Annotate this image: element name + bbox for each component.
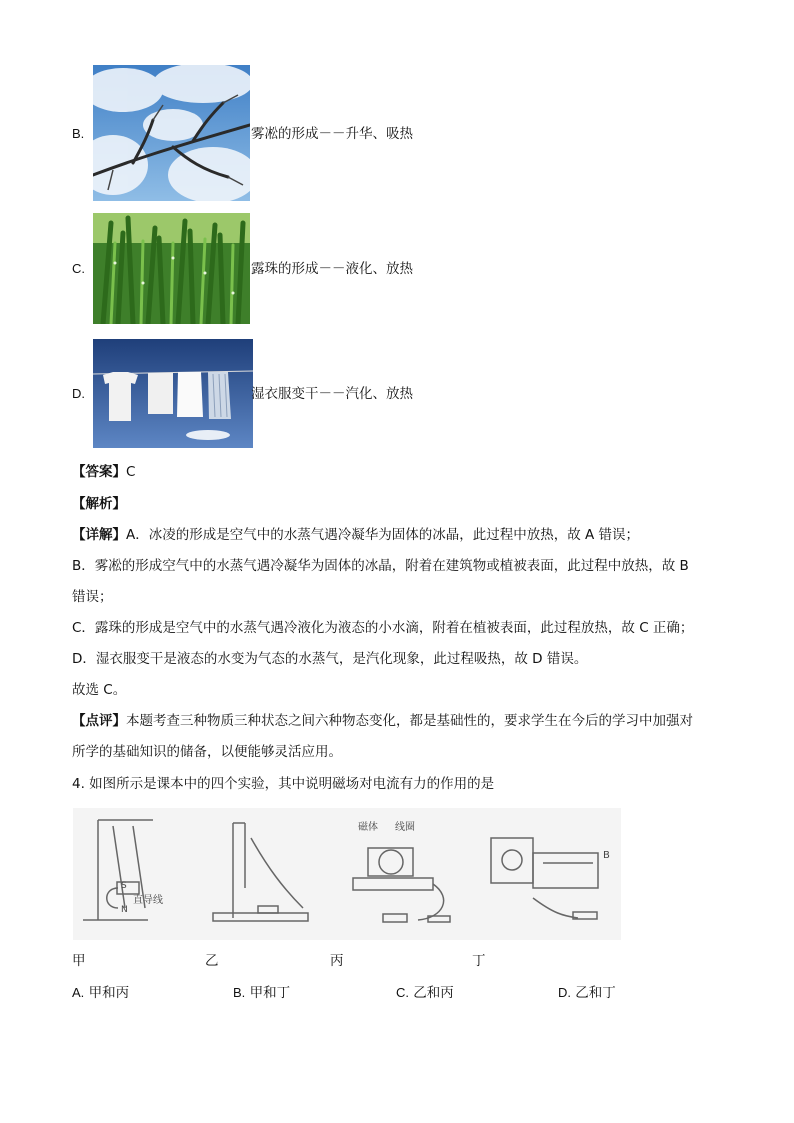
answer-label: 【答案】 — [72, 464, 126, 480]
details-label: 【详解】 — [72, 527, 126, 543]
option-b-letter: B. — [72, 126, 85, 141]
magnet-label: 磁体 — [358, 822, 378, 833]
dew-grass-image — [93, 213, 250, 324]
wire-label: 直导线 — [133, 895, 163, 906]
option-c-caption: 露珠的形成－－液化、放热 — [251, 261, 413, 277]
option-c-letter: C. — [72, 261, 85, 276]
comment-line-2: 所学的基础知识的储备，以便能够灵活应用。 — [72, 744, 342, 760]
figure-label-bing: 丙 — [330, 953, 344, 969]
n-pole-label: N — [121, 905, 128, 915]
figure-label-ding: 丁 — [472, 953, 486, 969]
details-line-5: D．湿衣服变干是液态的水变为气态的水蒸气，是汽化现象，此过程吸热，故 D 错误。 — [72, 651, 588, 667]
answer-value: C — [126, 464, 136, 480]
figure-label-yi: 乙 — [205, 953, 219, 969]
frost-tree-image — [93, 65, 250, 201]
coil-label: 线圈 — [395, 822, 415, 833]
choice-a[interactable]: A. 甲和丙 — [72, 985, 130, 1001]
figure-label-jia: 甲 — [72, 953, 86, 969]
choice-b[interactable]: B. 甲和丁 — [233, 985, 291, 1001]
details-line-1: 【详解】A．冰凌的形成是空气中的水蒸气遇冷凝华为固体的冰晶，此过程中放热，故 A 错误； — [72, 527, 640, 543]
option-b-caption: 雾凇的形成－－升华、吸热 — [251, 126, 413, 142]
b-field-label: B — [603, 850, 610, 861]
s-pole-label: S — [121, 881, 127, 891]
choice-d[interactable]: D. 乙和丁 — [558, 985, 616, 1001]
comment-label: 【点评】 — [72, 713, 126, 729]
choice-c[interactable]: C. 乙和丙 — [396, 985, 454, 1001]
details-line-3: 错误； — [72, 589, 113, 605]
answer-line — [72, 462, 135, 482]
comment-line-1: 【点评】本题考查三种物质三种状态之间六种物态变化，都是基础性的，要求学生在今后的学习中加强对 — [72, 713, 693, 729]
drying-clothes-image — [93, 339, 253, 448]
details-line-4: C．露珠的形成是空气中的水蒸气遇冷液化为液态的小水滴，附着在植被表面，此过程放热，故 C 正确； — [72, 620, 694, 636]
details-line-2: B．雾凇的形成空气中的水蒸气遇冷凝华为固体的冰晶，附着在建筑物或植被表面，此过程中放热，故 B — [72, 558, 689, 574]
question-4-stem: 4. 如图所示是课本中的四个实验，其中说明磁场对电流有力的作用的是 — [72, 776, 495, 792]
option-d-caption: 湿衣服变干－－汽化、放热 — [251, 386, 413, 402]
analysis-label: 【解析】 — [72, 496, 126, 512]
experiments-figure — [73, 808, 621, 940]
details-line-6: 故选 C。 — [72, 682, 127, 698]
option-d-letter: D. — [72, 386, 85, 401]
